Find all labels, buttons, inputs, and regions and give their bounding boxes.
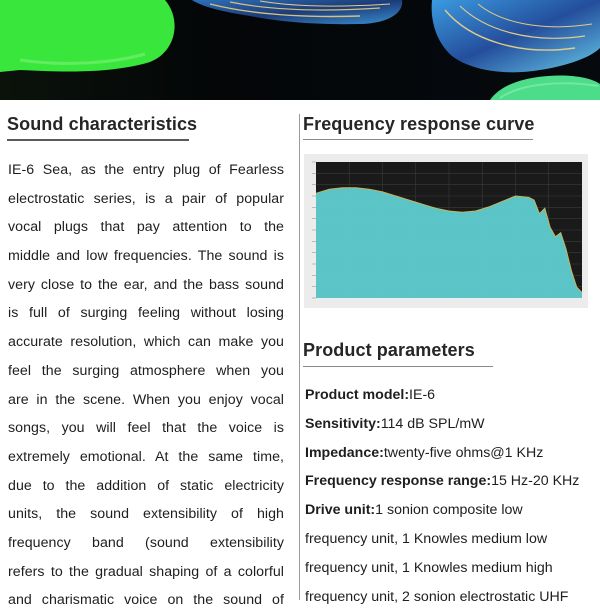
title-underline — [7, 139, 189, 141]
section-title: Product parameters — [303, 340, 475, 360]
paragraph-line: units, the sound extensibility of high — [8, 506, 284, 523]
paragraph-line: are in the scene. When you enjoy vocal — [8, 391, 284, 408]
param-key: Sensitivity: — [305, 415, 381, 432]
param-value: 1 sonion composite low — [375, 502, 523, 519]
param-value: IE-6 — [409, 387, 436, 403]
paragraph-line: IE-6 Sea, as the entry plug of Fearless — [8, 162, 284, 178]
param-value: frequency unit, 1 Knowles medium high — [305, 559, 553, 576]
paragraph-line: and charismatic voice on the sound of — [8, 592, 284, 609]
paragraph-line: refers to the gradual shaping of a colorful — [8, 563, 284, 580]
section-title: Sound characteristics — [7, 114, 198, 134]
paragraph-line: accurate resolution, which can make you — [8, 334, 284, 351]
frequency-response-chart — [304, 154, 588, 308]
param-row — [305, 525, 595, 554]
param-value: 15 Hz-20 KHz — [491, 473, 580, 490]
param-value: twenty-five ohms@1 KHz — [383, 444, 544, 461]
param-value: frequency unit, 1 Knowles medium low — [305, 530, 548, 547]
column-divider — [299, 114, 300, 600]
param-row — [305, 583, 595, 612]
param-row — [305, 410, 595, 439]
param-key: Drive unit: — [305, 502, 376, 519]
param-key: Product model: — [305, 387, 410, 403]
paragraph-line: very close to the ear, and the bass sound — [8, 276, 284, 293]
paragraph-line: electrostatic series, is a pair of popular — [8, 190, 284, 207]
param-key: Impedance: — [305, 444, 384, 461]
section-title: Frequency response curve — [303, 114, 535, 134]
paragraph-line: vocal plugs that pay attention to the — [8, 219, 284, 236]
param-value: frequency unit, 2 sonion electrostatic UHF — [305, 588, 569, 605]
sound-description — [8, 156, 284, 615]
param-row — [305, 381, 595, 410]
product-parameters — [305, 381, 595, 611]
param-row — [305, 467, 595, 496]
param-row — [305, 496, 595, 525]
paragraph-line: frequency band (sound extensibility — [8, 534, 284, 551]
paragraph-line: is full of surging feeling without losing — [8, 305, 284, 322]
param-key: Frequency response range: — [305, 473, 492, 490]
paragraph-line: middle and low frequencies. The sound is — [8, 248, 284, 265]
title-underline — [303, 139, 533, 140]
frequency-response-svg — [304, 154, 588, 308]
param-value: 114 dB SPL/mW — [380, 415, 485, 432]
paragraph-line: feel the surging atmosphere when you — [8, 362, 284, 379]
param-row — [305, 554, 595, 583]
sound-characteristics-section — [0, 100, 292, 609]
product-photo — [0, 0, 600, 100]
param-row — [305, 439, 595, 468]
paragraph-line: due to the addition of static electricity — [8, 477, 284, 494]
paragraph-line: extremely emotional. At the same time, — [8, 448, 284, 465]
paragraph-line: songs, you will feel that the voice is — [8, 420, 284, 437]
title-underline — [303, 366, 493, 367]
